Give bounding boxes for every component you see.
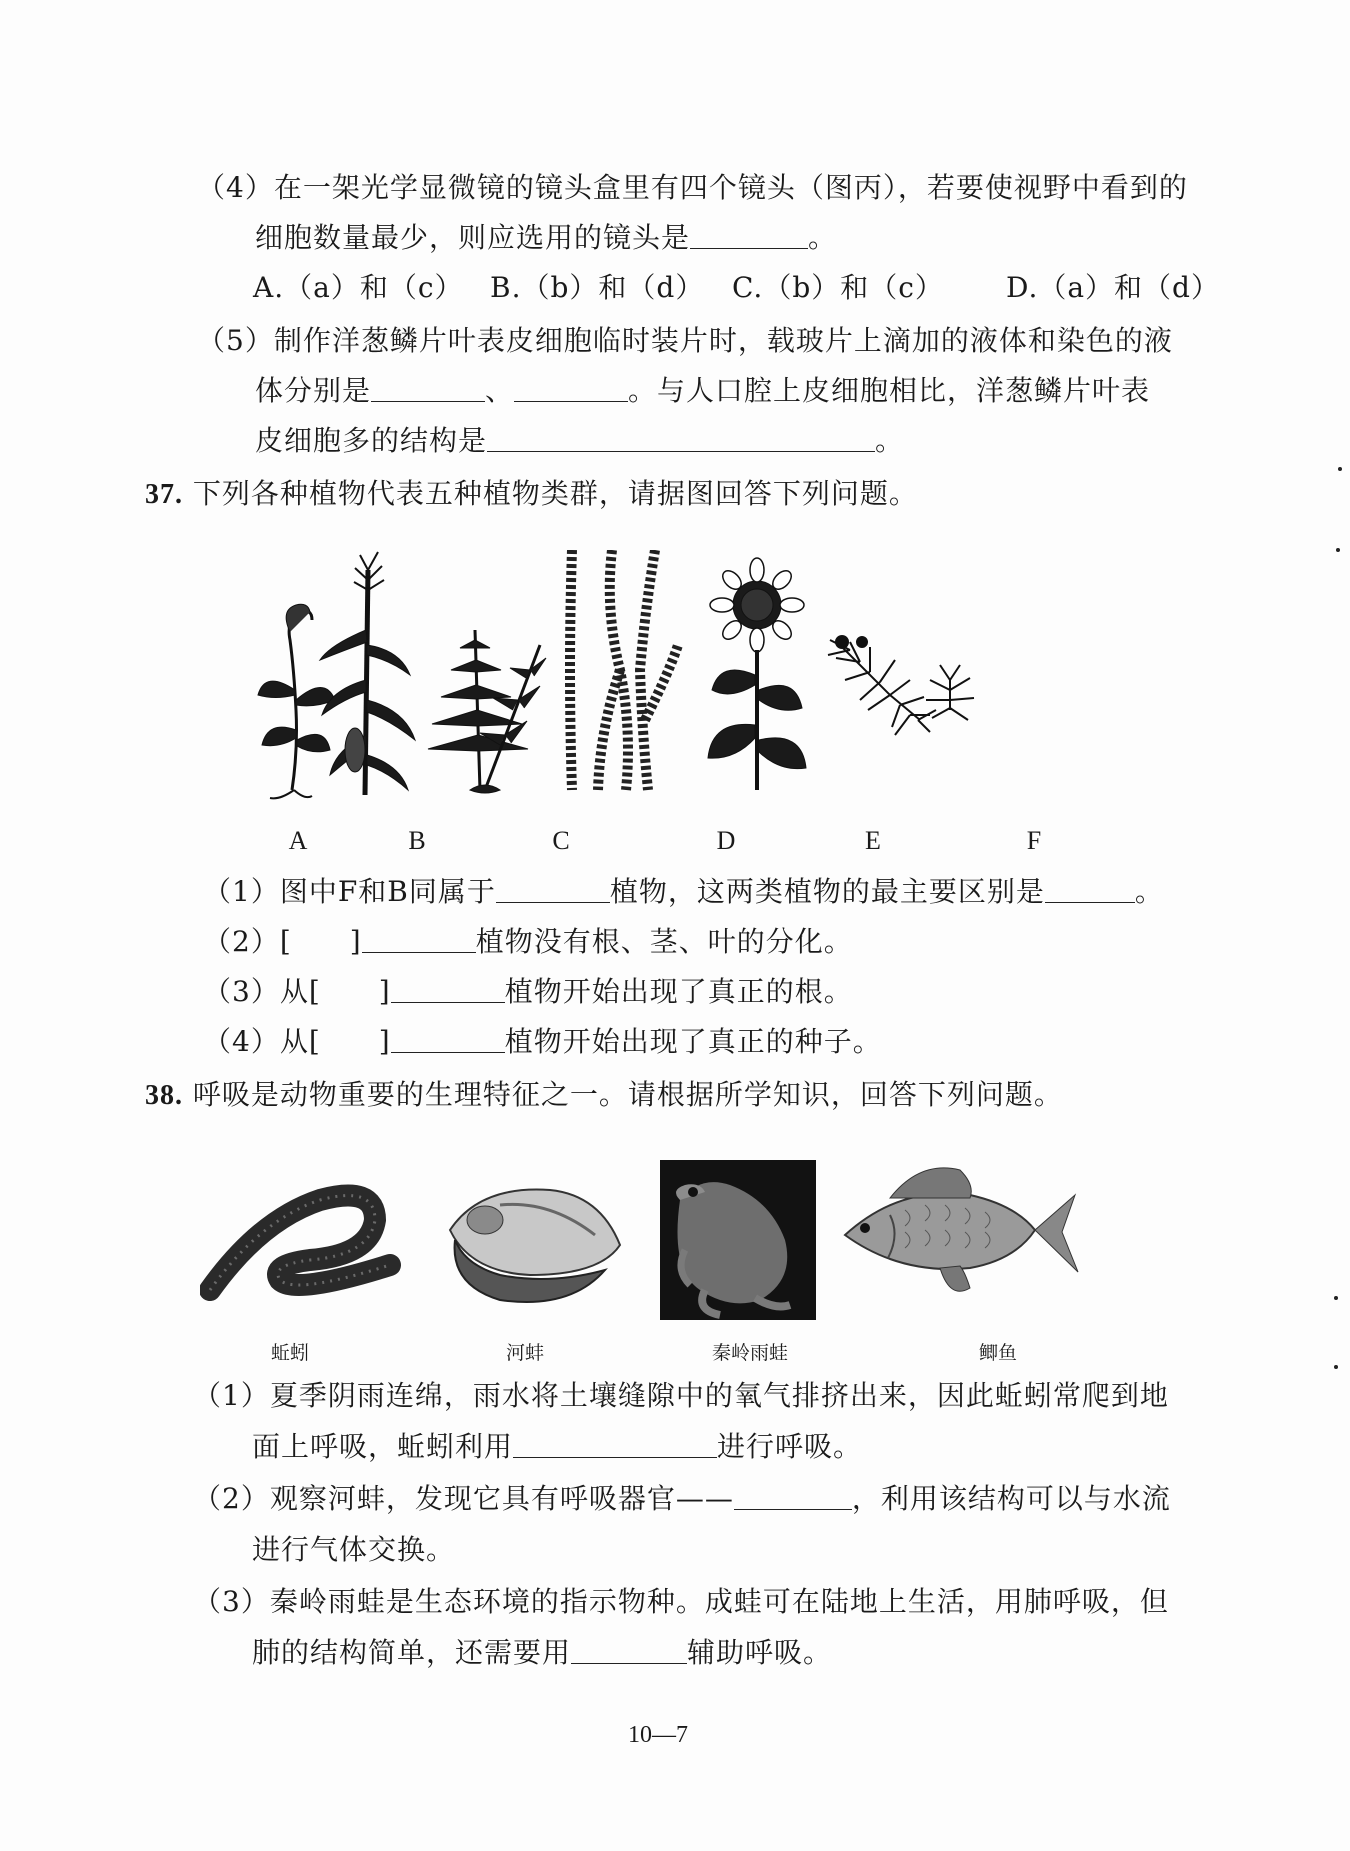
answer-blank[interactable] bbox=[362, 924, 476, 953]
q38-sub2-line2: 进行气体交换。 bbox=[252, 1533, 456, 1566]
q36-option-b: B.（b）和（d） bbox=[490, 271, 705, 304]
q38-sub1-line2 bbox=[252, 1427, 862, 1467]
bracket: ] bbox=[378, 975, 391, 1008]
answer-blank[interactable] bbox=[496, 874, 610, 903]
q38-stem bbox=[145, 1075, 1063, 1116]
punct: 。 bbox=[875, 424, 905, 457]
clam-image bbox=[450, 1190, 620, 1303]
question-text: 下列各种植物代表五种植物类群，请据图回答下列问题。 bbox=[192, 477, 918, 510]
frog-image bbox=[660, 1160, 816, 1320]
plant-a-seedling-image bbox=[258, 604, 335, 798]
question-text: 肺的结构简单，还需要用 bbox=[252, 1636, 572, 1669]
question-text: 面上呼吸，蚯蚓利用 bbox=[252, 1430, 514, 1463]
q36-option-a: A.（a）和（c） bbox=[253, 271, 464, 304]
bracket: ] bbox=[349, 925, 362, 958]
answer-blank[interactable] bbox=[371, 373, 485, 402]
plant-label-c: C bbox=[552, 826, 570, 855]
q37-sub2 bbox=[203, 922, 853, 962]
q36-part5-line2 bbox=[255, 371, 1150, 411]
question-text: （1）图中F和B同属于 bbox=[203, 875, 496, 908]
margin-dot bbox=[1336, 548, 1340, 552]
q37-sub1 bbox=[203, 872, 1164, 912]
q36-part5-line3 bbox=[255, 421, 904, 461]
question-text: （4）从[ bbox=[203, 1025, 321, 1058]
q38-sub3-line1: （3）秦岭雨蛙是生态环境的指示物种。成蛙可在陆地上生活，用肺呼吸，但 bbox=[193, 1585, 1169, 1618]
question-text: （2）观察河蚌，发现它具有呼吸器官—— bbox=[193, 1482, 734, 1515]
plant-f-pine-image bbox=[828, 636, 974, 735]
question-text: 植物开始出现了真正的种子。 bbox=[504, 1025, 882, 1058]
answer-blank[interactable] bbox=[391, 974, 505, 1003]
q36-part5-text: 。与人口腔上皮细胞相比，洋葱鳞片叶表 bbox=[628, 374, 1151, 407]
plant-label-b: B bbox=[408, 826, 426, 855]
margin-dot bbox=[1338, 467, 1342, 471]
answer-blank[interactable] bbox=[734, 1481, 852, 1510]
plant-label-a: A bbox=[288, 826, 308, 855]
q36-part5-line1: （5）制作洋葱鳞片叶表皮细胞临时装片时，载玻片上滴加的液体和染色的液 bbox=[197, 324, 1173, 357]
bracket: ] bbox=[378, 1025, 391, 1058]
plant-c-fern-image bbox=[428, 630, 546, 793]
animal-label-carp: 鲫鱼 bbox=[978, 1342, 1017, 1364]
answer-blank[interactable] bbox=[571, 1635, 687, 1664]
plant-label-e: E bbox=[865, 826, 881, 855]
crucian-carp-image bbox=[845, 1168, 1078, 1291]
q38-sub3-line2 bbox=[252, 1633, 832, 1673]
answer-blank[interactable] bbox=[487, 423, 875, 452]
animal-label-frog: 秦岭雨蛙 bbox=[711, 1342, 788, 1364]
question-text: 辅助呼吸。 bbox=[687, 1636, 833, 1669]
punct: 、 bbox=[485, 374, 515, 407]
question-text: （2）[ bbox=[203, 925, 292, 958]
q36-part4-text: 细胞数量最少，则应选用的镜头是 bbox=[255, 221, 691, 254]
animal-label-earthworm: 蚯蚓 bbox=[270, 1342, 309, 1364]
plant-label-f: F bbox=[1026, 826, 1042, 855]
plant-b-corn-image bbox=[320, 552, 415, 795]
q36-option-c: C.（b）和（c） bbox=[732, 271, 944, 304]
question-text: 植物，这两类植物的最主要区别是 bbox=[609, 875, 1045, 908]
plant-d-algae-image bbox=[570, 550, 678, 790]
question-text: （3）从[ bbox=[203, 975, 321, 1008]
answer-blank[interactable] bbox=[514, 373, 628, 402]
plant-label-d: D bbox=[716, 826, 736, 855]
plant-e-sunflower-image bbox=[708, 558, 806, 790]
q37-stem bbox=[145, 474, 918, 515]
plant-illustrations bbox=[250, 550, 1130, 800]
answer-blank[interactable] bbox=[690, 220, 808, 249]
q38-sub1-line1: （1）夏季阴雨连绵，雨水将土壤缝隙中的氧气排挤出来，因此蚯蚓常爬到地 bbox=[193, 1379, 1169, 1412]
question-text: 呼吸是动物重要的生理特征之一。请根据所学知识，回答下列问题。 bbox=[192, 1078, 1063, 1111]
question-text: 进行呼吸。 bbox=[717, 1430, 863, 1463]
punct: 。 bbox=[1134, 875, 1164, 908]
q36-part4-line2 bbox=[255, 218, 837, 258]
q38-sub2-line1 bbox=[193, 1479, 1171, 1519]
answer-blank[interactable] bbox=[513, 1429, 717, 1458]
earthworm-image bbox=[210, 1196, 390, 1291]
q36-part5-text: 体分别是 bbox=[255, 374, 372, 407]
q37-sub4 bbox=[203, 1022, 882, 1062]
answer-blank[interactable] bbox=[1045, 874, 1135, 903]
q36-part5-text: 皮细胞多的结构是 bbox=[255, 424, 488, 457]
animal-label-clam: 河蚌 bbox=[505, 1342, 544, 1364]
q36-part4-line1: （4）在一架光学显微镜的镜头盒里有四个镜头（图丙），若要使视野中看到的 bbox=[197, 171, 1188, 204]
margin-dot bbox=[1334, 1365, 1338, 1369]
question-text: 植物开始出现了真正的根。 bbox=[504, 975, 853, 1008]
question-number: 38. bbox=[145, 1080, 183, 1111]
page-number: 10—7 bbox=[628, 1722, 688, 1748]
punct: 。 bbox=[808, 221, 838, 254]
margin-dot bbox=[1334, 1296, 1338, 1300]
question-number: 37. bbox=[145, 479, 183, 510]
question-text: 植物没有根、茎、叶的分化。 bbox=[475, 925, 853, 958]
animal-images bbox=[200, 1160, 1120, 1330]
q36-option-d: D.（a）和（d） bbox=[1006, 271, 1220, 304]
answer-blank[interactable] bbox=[391, 1024, 505, 1053]
q37-sub3 bbox=[203, 972, 853, 1012]
question-text: ，利用该结构可以与水流 bbox=[851, 1482, 1171, 1515]
